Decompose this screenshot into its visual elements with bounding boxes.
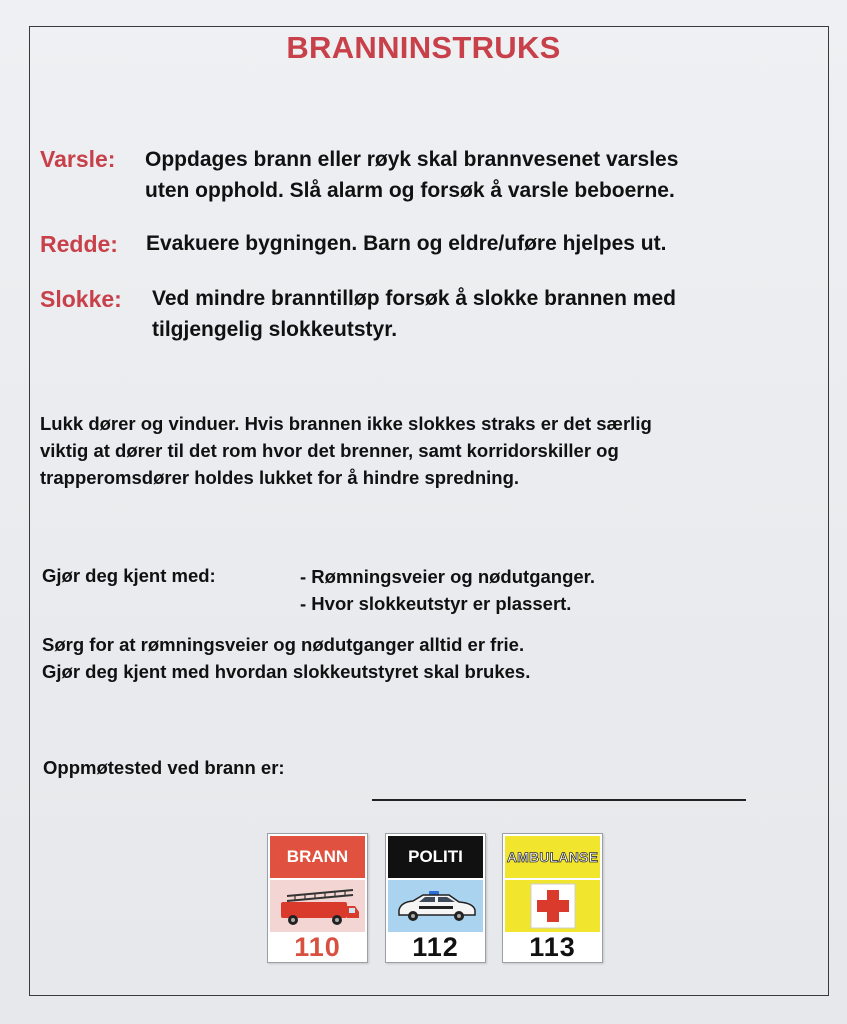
paragraph-line: Sørg for at rømningsveier og nødutganger alltid er frie. [42, 634, 525, 655]
step-text [152, 283, 676, 345]
step-text-line: uten opphold. Slå alarm og forsøk å varsle beboerne. [145, 179, 675, 202]
familiarize-label: Gjør deg kjent med: [42, 565, 216, 586]
card-number: 112 [412, 932, 459, 962]
paragraph-line: trapperomsdører holdes lukket for å hindre spredning. [40, 467, 520, 488]
step-text [145, 144, 678, 206]
doors-paragraph [40, 410, 652, 491]
step-text-line: Oppdages brann eller røyk skal brannvesenet varsles [145, 148, 679, 171]
meeting-point-blank-line [372, 799, 746, 801]
step-text-line: tilgjengelig slokkeutstyr. [152, 318, 398, 341]
emergency-card-ambulanse [502, 833, 603, 963]
emergency-card-brann [267, 833, 368, 963]
ensure-paragraph [42, 631, 530, 685]
familiarize-item: - Hvor slokkeutstyr er plassert. [300, 593, 572, 614]
card-label: BRANN [270, 836, 365, 878]
paragraph-line: Lukk dører og vinduer. Hvis brannen ikke slokkes straks er det særlig [40, 413, 652, 434]
card-label: POLITI [388, 836, 483, 878]
police-car-icon [388, 880, 483, 932]
familiarize-list [300, 563, 595, 617]
step-label: Varsle: [40, 146, 116, 172]
emergency-card-politi [385, 833, 486, 963]
card-number: 110 [294, 932, 341, 962]
step-label: Redde: [40, 231, 118, 257]
paragraph-line: Gjør deg kjent med hvordan slokkeutstyret skal brukes. [42, 661, 531, 682]
step-text [146, 228, 666, 259]
card-label: AMBULANSE [505, 836, 600, 878]
step-label: Slokke: [40, 286, 122, 312]
page-title: BRANNINSTRUKS [286, 30, 561, 65]
step-text-line: Evakuere bygningen. Barn og eldre/uføre hjelpes ut. [146, 232, 667, 255]
meeting-point-label: Oppmøtested ved brann er: [43, 757, 285, 778]
red-cross-icon [505, 880, 600, 932]
familiarize-item: - Rømningsveier og nødutganger. [300, 566, 595, 587]
paragraph-line: viktig at dører til det rom hvor det brenner, samt korridorskiller og [40, 440, 619, 461]
fire-truck-icon [270, 880, 365, 932]
card-number: 113 [529, 932, 576, 962]
step-text-line: Ved mindre branntilløp forsøk å slokke brannen med [152, 287, 676, 310]
